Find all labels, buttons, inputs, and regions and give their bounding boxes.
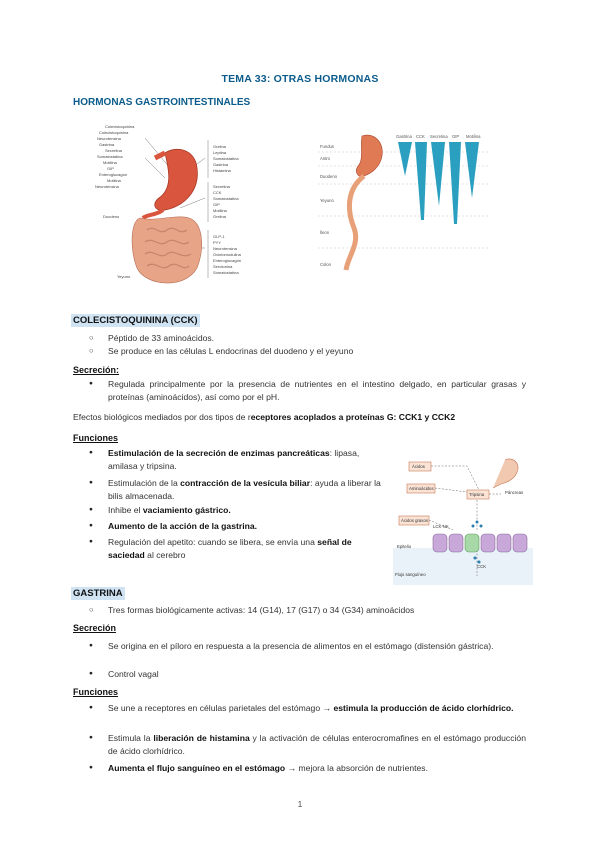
region-label-yeyuno: Yeyuno	[320, 198, 334, 203]
region-label-colon: Colon	[320, 262, 331, 267]
svg-text:Motilina: Motilina	[103, 160, 117, 165]
svg-text:Secretina: Secretina	[105, 148, 122, 153]
svg-text:PYY: PYY	[213, 240, 222, 245]
svg-text:Somatostatina: Somatostatina	[213, 156, 239, 161]
svg-text:Somatostatina: Somatostatina	[213, 270, 239, 275]
svg-text:Motilina: Motilina	[213, 208, 227, 213]
svg-text:GIP: GIP	[213, 202, 220, 207]
svg-text:Colecistoquinina: Colecistoquinina	[99, 130, 129, 135]
cck-function-1: ● Estimulación de la secreción de enzimas pancreáticas: lipasa, amilasa y tripsina.	[108, 447, 388, 472]
svg-text:Duodeno: Duodeno	[103, 214, 120, 219]
label-lck-nk: LCK-NK	[433, 524, 449, 529]
gastrina-function-1: ● Se une a receptores en células parietales del estómago → estimula la producción de ácido clorhídrico.	[108, 702, 526, 715]
svg-text:Neurotensina: Neurotensina	[97, 136, 121, 141]
page-title: TEMA 33: OTRAS HORMONAS	[221, 73, 379, 85]
svg-text:Neurotensina: Neurotensina	[95, 184, 119, 189]
gastrina-secretion-2: ● Control vagal	[108, 668, 159, 681]
cck-function-5: ● Regulación del apetito: cuando se libera, se envía una señal de saciedad al cerebro	[108, 536, 388, 561]
cck-functions-heading: Funciones	[73, 433, 119, 443]
label-flujo-sanguineo: Flujo sanguíneo	[395, 572, 426, 577]
svg-text:Serotonina: Serotonina	[213, 264, 233, 269]
gastrina-column	[398, 142, 412, 176]
gastrina-secretion-heading: Secreción	[73, 623, 117, 633]
cck-point-2: ○ Se produce en las células L endocrinas del duodeno y el yeyuno	[108, 345, 353, 358]
secretina-column	[431, 142, 445, 206]
cck-heading: COLECISTOQUININA (CCK)	[73, 315, 198, 326]
digestive-system-figure	[85, 118, 270, 298]
svg-text:Yeyuno: Yeyuno	[117, 274, 131, 279]
cck-effects: Efectos biológicos mediados por dos tipos de receptores acoplados a proteínas G: CCK1 y CCK2	[73, 412, 456, 422]
cck-function-3: ● Inhibe el vaciamiento gástrico.	[108, 504, 388, 517]
svg-text:Colecistoquinina: Colecistoquinina	[105, 124, 135, 129]
svg-text:Enteroglucagón: Enteroglucagón	[99, 172, 128, 177]
gastrina-heading: GASTRINA	[73, 588, 123, 599]
motilina-column	[465, 142, 479, 198]
gastrina-secretion-1: ● Se origina en el píloro en respuesta a la presencia de alimentos en el estómago (distensión gástrica).	[108, 640, 526, 653]
region-label-ileon: Íleon	[320, 230, 330, 235]
gastrina-functions-heading: Funciones	[73, 687, 119, 697]
label-pancreas: Páncreas	[505, 490, 524, 495]
cck-secretion-text: ● Regulada principalmente por la presencia de nutrientes en el intestino delgado, en particular grasas y proteínas (aminoácidos), así como por el pH.	[108, 378, 526, 403]
label-acidos-grasos: Ácidos grasos	[401, 518, 428, 523]
label-aminoacidos: Aminoácidos	[409, 486, 434, 491]
column-label-gastrina: Gastrina	[396, 134, 412, 139]
svg-text:Motilina: Motilina	[107, 178, 121, 183]
gastrina-function-2: ● Estimula la liberación de histamina y la activación de células enterocromafines en el estómago producción de ácido clorhídrico.	[108, 732, 526, 757]
gip-column	[449, 142, 461, 224]
hormone-distribution-figure	[318, 128, 490, 278]
gastrina-function-3: ● Aumenta el flujo sanguíneo en el estómago → mejora la absorción de nutrientes.	[108, 762, 526, 775]
cck-function-4: ● Aumento de la acción de la gastrina.	[108, 520, 388, 533]
label-epitelio: Epitelio	[397, 544, 412, 549]
svg-text:Neurotensina: Neurotensina	[213, 246, 237, 251]
region-label-duodeno: Duodeno	[320, 174, 337, 179]
gastrina-point: ○ Tres formas biológicamente activas: 14 (G14), 17 (G17) o 34 (G34) aminoácidos	[108, 604, 414, 617]
svg-text:Gastrina: Gastrina	[99, 142, 115, 147]
svg-text:Enteroglucagón: Enteroglucagón	[213, 258, 242, 263]
region-label-fundus: Fundus	[320, 144, 334, 149]
svg-text:Grelina: Grelina	[213, 214, 226, 219]
cck-secretion-heading: Secreción:	[73, 365, 120, 375]
cck-function-2: ● Estimulación de la contracción de la vesícula biliar: ayuda a liberar la bilis almacenada.	[108, 477, 388, 502]
svg-text:Somatostatina: Somatostatina	[213, 196, 239, 201]
svg-text:Grelina: Grelina	[213, 144, 226, 149]
column-label-secretina: Secretina	[430, 134, 448, 139]
column-label-cck: CCK	[416, 134, 425, 139]
cck-mechanism-figure	[393, 450, 533, 585]
label-tripsina: Tripsina	[469, 492, 485, 497]
column-label-gip: GIP	[452, 134, 460, 139]
svg-text:GLP-1: GLP-1	[213, 234, 225, 239]
column-label-motilina: Motilina	[466, 134, 481, 139]
cck-column	[415, 142, 427, 220]
svg-text:Secretina: Secretina	[213, 184, 230, 189]
svg-text:Histamina: Histamina	[213, 168, 231, 173]
svg-text:Leptina: Leptina	[213, 150, 227, 155]
svg-text:Somatostatina: Somatostatina	[97, 154, 123, 159]
region-label-antro: Antro	[320, 156, 331, 161]
section-subtitle: HORMONAS GASTROINTESTINALES	[73, 97, 251, 108]
label-cck: CCK	[477, 564, 487, 569]
svg-text:Oxintomodulina: Oxintomodulina	[213, 252, 241, 257]
svg-text:CCK: CCK	[213, 190, 222, 195]
label-acidos: Ácidos	[412, 464, 425, 469]
cck-point-1: ○ Péptido de 33 aminoácidos.	[108, 332, 214, 345]
svg-text:Gastrina: Gastrina	[213, 162, 229, 167]
page-number: 1	[297, 800, 303, 809]
svg-text:GIP: GIP	[107, 166, 114, 171]
